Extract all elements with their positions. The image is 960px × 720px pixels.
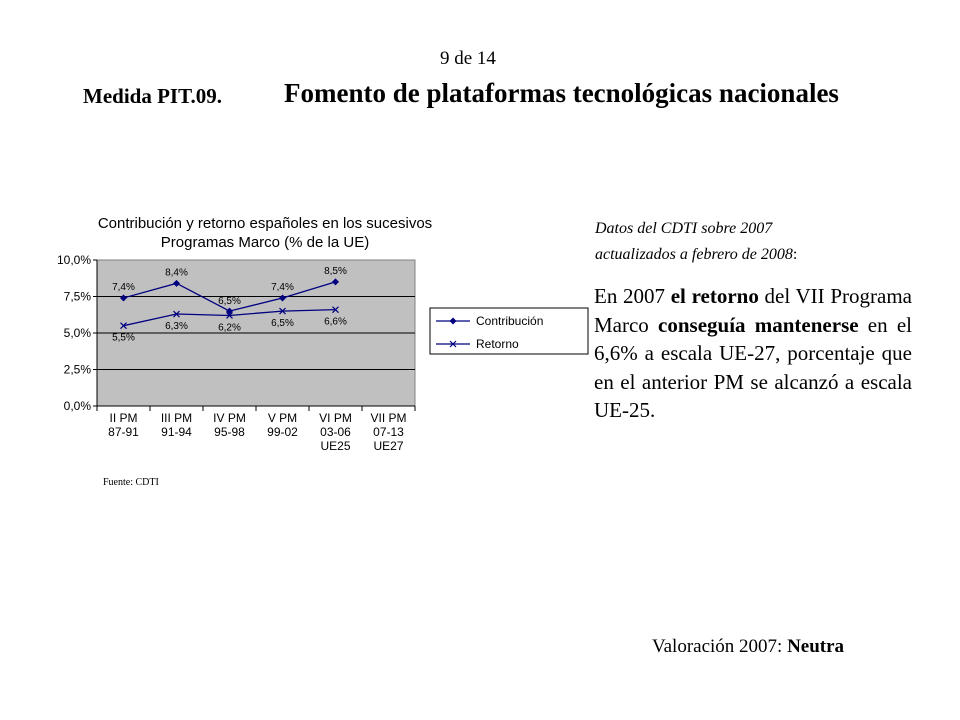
y-tick-label: 7,5% — [63, 289, 91, 304]
data-label: 5,5% — [112, 332, 135, 344]
x-tick-label: II PM 87-91 — [108, 411, 139, 439]
y-tick-label: 2,5% — [63, 362, 91, 377]
x-tick-label: V PM 99-02 — [267, 411, 298, 439]
x-tick-label: IV PM 95-98 — [213, 411, 246, 439]
text-bold-mantenerse: conseguía mantenerse — [658, 312, 859, 337]
side-note-colon: : — [792, 246, 798, 263]
data-label: 6,5% — [218, 296, 241, 308]
chart-source: Fuente: CDTI — [103, 477, 159, 488]
legend-label: Retorno — [476, 337, 519, 351]
x-tick-label: VII PM 07-13 UE27 — [370, 411, 407, 453]
data-label: 7,4% — [271, 281, 294, 293]
text-part-1: En 2007 — [594, 284, 671, 308]
data-label: 6,3% — [165, 321, 188, 333]
y-tick-label: 0,0% — [63, 399, 91, 413]
text-bold-retorno: el retorno — [670, 284, 759, 308]
x-tick-label: III PM 91-94 — [160, 411, 193, 439]
side-note-line2: actualizados a febrero de 2008 — [595, 246, 793, 263]
page-number: 9 de 14 — [440, 48, 496, 69]
text-part-3: en el 6,6% a escala UE-27, porcentaje que en el anterior PM se alcanzó a escala UE-25. — [594, 312, 912, 422]
data-label: 6,6% — [324, 316, 347, 328]
measure-code: Medida PIT.09. — [83, 84, 223, 108]
data-label: 6,2% — [218, 322, 241, 334]
x-tick-label: VI PM 03-06 UE25 — [319, 411, 352, 453]
rating — [652, 636, 844, 658]
side-note-line1: Datos del CDTI sobre 2007 — [595, 220, 773, 237]
data-label: 8,5% — [324, 265, 347, 277]
y-tick-label: 10,0% — [56, 253, 91, 267]
text-part-2: del VII Programa Marco — [594, 284, 912, 337]
data-label: 7,4% — [112, 281, 135, 293]
rating-value: Neutra — [787, 636, 845, 657]
measure-title: Fomento de plataformas tecnológicas nacionales — [284, 78, 839, 108]
side-note — [595, 216, 915, 268]
legend-label: Contribución — [476, 314, 544, 328]
data-label: 8,4% — [165, 267, 188, 279]
line-chart — [40, 250, 544, 475]
data-label: 6,5% — [271, 318, 294, 330]
y-tick-label: 5,0% — [63, 326, 91, 340]
chart-title: Contribución y retorno españoles en los sucesivos Programas Marco (% de la UE) — [97, 215, 433, 251]
rating-label: Valoración 2007: — [652, 636, 788, 657]
main-paragraph — [594, 282, 912, 425]
